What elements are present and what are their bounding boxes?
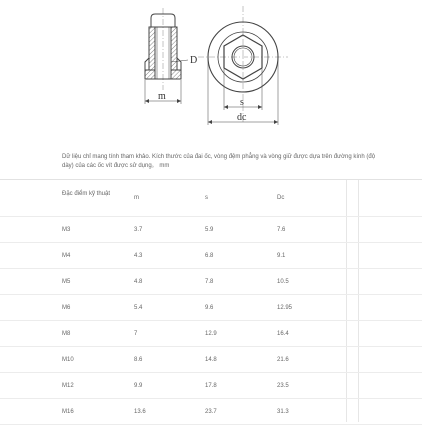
cell-m: 13.6 — [134, 408, 146, 415]
table-row — [0, 217, 422, 243]
cell-dc: 21.6 — [277, 356, 289, 363]
cell-m: 5.4 — [134, 304, 143, 311]
dimension-table — [0, 180, 422, 425]
table-row — [0, 243, 422, 269]
header-m: m — [134, 195, 139, 201]
cell-spec: M3 — [62, 226, 71, 233]
cell-dc: 16.4 — [277, 330, 289, 337]
dimension-label-m: m — [158, 91, 166, 102]
table-row — [0, 347, 422, 373]
dimension-label-s: s — [240, 97, 244, 108]
table-row — [0, 321, 422, 347]
cell-s: 6.8 — [205, 252, 214, 259]
cell-spec: M5 — [62, 278, 71, 285]
cell-spec: M10 — [62, 356, 74, 363]
cell-spec: M6 — [62, 304, 71, 311]
table-row — [0, 399, 422, 425]
flange-nut-drawing — [0, 0, 422, 140]
cell-dc: 31.3 — [277, 408, 289, 415]
cell-dc: 7.6 — [277, 226, 286, 233]
cell-spec: M4 — [62, 252, 71, 259]
reference-note: Dữ liệu chỉ mang tính tham khảo. Kích thước của đai ốc, vòng đệm phẳng và vòng giữ được dựa trên đường kính (độ dày) của các ốc vít được sử dụng。 mm — [62, 154, 376, 169]
side-view — [145, 8, 188, 104]
dimension-label-dc: dc — [237, 112, 247, 123]
table-row — [0, 373, 422, 399]
technical-drawing — [0, 0, 422, 140]
cell-s: 17.8 — [205, 382, 217, 389]
cell-dc: 12.95 — [277, 304, 293, 311]
cell-spec: M8 — [62, 330, 71, 337]
cell-spec: M16 — [62, 408, 74, 415]
table-body — [0, 217, 422, 425]
header-s: s — [205, 195, 208, 201]
header-spec: Đặc điểm kỹ thuật — [62, 191, 111, 197]
table-row — [0, 295, 422, 321]
cell-s: 5.9 — [205, 226, 214, 233]
cell-m: 9.9 — [134, 382, 143, 389]
cell-m: 7 — [134, 330, 138, 337]
cell-s: 9.6 — [205, 304, 214, 311]
header-dc: Dc — [277, 195, 285, 201]
cell-spec: M12 — [62, 382, 74, 389]
cell-m: 3.7 — [134, 226, 143, 233]
cell-m: 8.6 — [134, 356, 143, 363]
table-row — [0, 269, 422, 295]
cell-s: 14.8 — [205, 356, 217, 363]
cell-m: 4.8 — [134, 278, 143, 285]
cell-dc: 10.5 — [277, 278, 289, 285]
table-header-row — [0, 180, 422, 217]
cell-dc: 23.5 — [277, 382, 289, 389]
cell-s: 23.7 — [205, 408, 217, 415]
cell-m: 4.3 — [134, 252, 143, 259]
dimension-label-d: D — [190, 55, 198, 66]
cell-s: 7.8 — [205, 278, 214, 285]
cell-dc: 9.1 — [277, 252, 286, 259]
cell-s: 12.9 — [205, 330, 217, 337]
